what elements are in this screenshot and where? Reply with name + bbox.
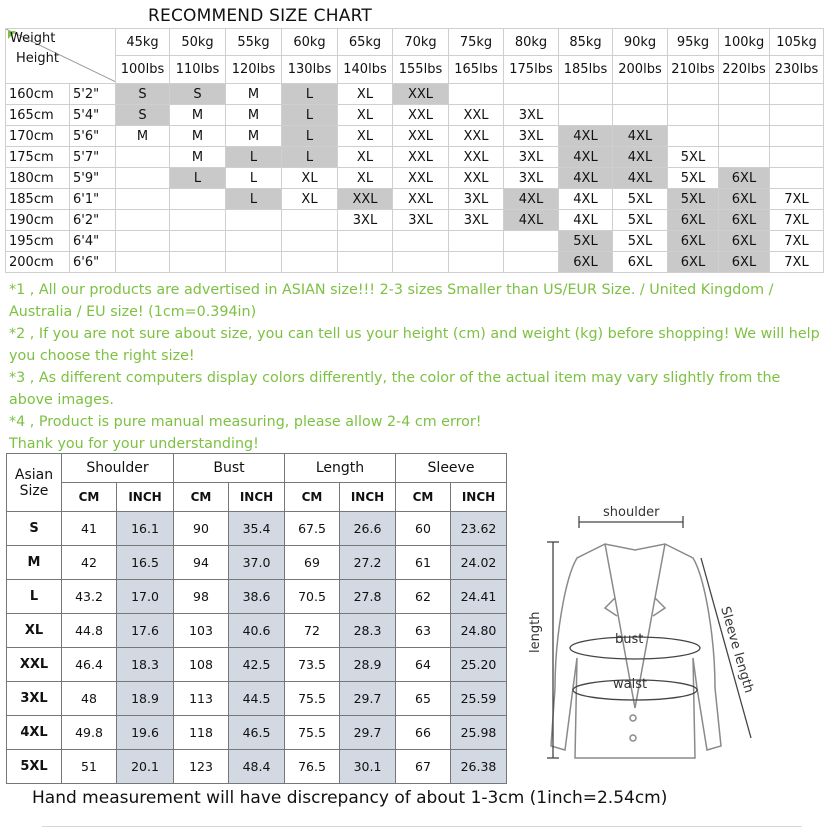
weight-kg-header: 85kg xyxy=(559,29,613,56)
size-cell: XL xyxy=(338,126,393,147)
size-cell: 4XL xyxy=(613,126,668,147)
asian-size: 3XL xyxy=(7,682,62,716)
unit-inch-header: INCH xyxy=(340,483,396,512)
inch-value: 30.1 xyxy=(340,750,396,784)
size-cell: XL xyxy=(282,189,338,210)
asian-size: S xyxy=(7,512,62,546)
inch-value: 18.3 xyxy=(117,648,174,682)
cm-value: 75.5 xyxy=(285,682,340,716)
jacket-collar xyxy=(605,598,665,616)
weight-kg-header: 80kg xyxy=(504,29,559,56)
size-row xyxy=(6,210,824,231)
size-cell xyxy=(449,252,504,273)
size-cell xyxy=(770,168,824,189)
size-cell: 5XL xyxy=(613,189,668,210)
size-cell: XXL xyxy=(393,84,449,105)
size-cell: S xyxy=(116,84,170,105)
height-ft: 5'4" xyxy=(70,105,116,126)
size-cell: 6XL xyxy=(668,231,719,252)
size-cell xyxy=(770,84,824,105)
size-cell: 6XL xyxy=(719,210,770,231)
sleeve-length-label: Sleeve length xyxy=(717,604,757,695)
cm-value: 65 xyxy=(396,682,451,716)
inch-value: 20.1 xyxy=(117,750,174,784)
size-cell: M xyxy=(226,84,282,105)
height-ft: 6'2" xyxy=(70,210,116,231)
size-cell: 5XL xyxy=(559,231,613,252)
asian-size: 4XL xyxy=(7,716,62,750)
cm-value: 60 xyxy=(396,512,451,546)
unit-cm-header: CM xyxy=(62,483,117,512)
inch-value: 24.80 xyxy=(451,614,507,648)
size-row xyxy=(6,84,824,105)
size-cell: 6XL xyxy=(719,189,770,210)
size-cell: 3XL xyxy=(449,189,504,210)
size-cell: 4XL xyxy=(504,189,559,210)
height-cm: 160cm xyxy=(6,84,70,105)
size-cell: M xyxy=(116,126,170,147)
cm-value: 48 xyxy=(62,682,117,716)
inch-value: 17.0 xyxy=(117,580,174,614)
size-cell xyxy=(116,252,170,273)
size-cell xyxy=(719,84,770,105)
size-cell xyxy=(116,189,170,210)
weight-lbs-header: 155lbs xyxy=(393,56,449,84)
height-ft: 6'1" xyxy=(70,189,116,210)
size-cell: 3XL xyxy=(393,210,449,231)
size-cell: 4XL xyxy=(559,189,613,210)
cm-value: 73.5 xyxy=(285,648,340,682)
size-cell: 3XL xyxy=(504,168,559,189)
size-cell: 7XL xyxy=(770,231,824,252)
weight-kg-header: 75kg xyxy=(449,29,504,56)
size-row xyxy=(6,252,824,273)
inch-value: 29.7 xyxy=(340,716,396,750)
inch-value: 37.0 xyxy=(229,546,285,580)
cm-value: 46.4 xyxy=(62,648,117,682)
size-cell: 6XL xyxy=(719,231,770,252)
size-cell: M xyxy=(170,105,226,126)
length-header: Length xyxy=(285,454,396,483)
cm-value: 103 xyxy=(174,614,229,648)
cm-value: 41 xyxy=(62,512,117,546)
size-cell xyxy=(770,105,824,126)
weight-kg-header: 55kg xyxy=(226,29,282,56)
inch-value: 16.5 xyxy=(117,546,174,580)
cm-value: 43.2 xyxy=(62,580,117,614)
cm-value: 51 xyxy=(62,750,117,784)
cm-value: 66 xyxy=(396,716,451,750)
height-ft: 5'2" xyxy=(70,84,116,105)
height-cm: 200cm xyxy=(6,252,70,273)
unit-cm-header: CM xyxy=(285,483,340,512)
weight-lbs-header: 210lbs xyxy=(668,56,719,84)
bust-label: bust xyxy=(615,632,644,647)
measurement-row xyxy=(7,750,507,784)
inch-value: 44.5 xyxy=(229,682,285,716)
size-row xyxy=(6,105,824,126)
weight-kg-header: 45kg xyxy=(116,29,170,56)
weight-kg-header: 70kg xyxy=(393,29,449,56)
jacket-outline xyxy=(551,544,721,758)
size-cell xyxy=(770,147,824,168)
inch-value: 16.1 xyxy=(117,512,174,546)
unit-cm-header: CM xyxy=(174,483,229,512)
inch-value: 27.8 xyxy=(340,580,396,614)
size-cell: L xyxy=(226,168,282,189)
unit-inch-header: INCH xyxy=(229,483,285,512)
height-cm: 195cm xyxy=(6,231,70,252)
size-cell: 4XL xyxy=(504,210,559,231)
size-cell: 5XL xyxy=(668,168,719,189)
cm-value: 94 xyxy=(174,546,229,580)
size-cell: L xyxy=(226,147,282,168)
size-row xyxy=(6,126,824,147)
chart-title: RECOMMEND SIZE CHART xyxy=(148,6,372,26)
size-row xyxy=(6,147,824,168)
note-1: *1 , All our products are advertised in ASIAN size!!! 2-3 sizes Smaller than US/EUR Size. / United Kingdom / Australia / EU size! (1cm=0.394in) xyxy=(9,282,774,320)
size-cell xyxy=(613,105,668,126)
note-thanks: Thank you for your understanding! xyxy=(9,436,259,452)
height-ft: 5'7" xyxy=(70,147,116,168)
weight-height-corner xyxy=(6,29,116,84)
weight-lbs-header: 185lbs xyxy=(559,56,613,84)
cm-value: 108 xyxy=(174,648,229,682)
size-cell xyxy=(170,252,226,273)
waist-label: waist xyxy=(613,677,648,692)
inch-value: 24.41 xyxy=(451,580,507,614)
weight-kg-header: 90kg xyxy=(613,29,668,56)
size-row xyxy=(6,189,824,210)
cm-value: 69 xyxy=(285,546,340,580)
measurement-row xyxy=(7,512,507,546)
size-cell: S xyxy=(170,84,226,105)
size-cell: 4XL xyxy=(559,126,613,147)
size-cell xyxy=(449,231,504,252)
inch-value: 46.5 xyxy=(229,716,285,750)
size-cell xyxy=(668,84,719,105)
size-cell: 4XL xyxy=(613,147,668,168)
asian-size-header-line1: Asian xyxy=(14,466,54,483)
asian-size: M xyxy=(7,546,62,580)
size-cell xyxy=(719,105,770,126)
size-cell xyxy=(559,105,613,126)
recommend-size-table xyxy=(5,28,824,273)
height-cm: 170cm xyxy=(6,126,70,147)
notes-section xyxy=(9,279,821,455)
weight-kg-header: 50kg xyxy=(170,29,226,56)
size-cell xyxy=(668,126,719,147)
size-row xyxy=(6,231,824,252)
size-cell: 3XL xyxy=(338,210,393,231)
size-cell: 4XL xyxy=(613,168,668,189)
size-cell xyxy=(613,84,668,105)
size-cell: XXL xyxy=(449,147,504,168)
cm-value: 42 xyxy=(62,546,117,580)
cm-value: 76.5 xyxy=(285,750,340,784)
weight-lbs-header: 110lbs xyxy=(170,56,226,84)
cm-value: 90 xyxy=(174,512,229,546)
measurement-row xyxy=(7,614,507,648)
size-cell: 3XL xyxy=(504,147,559,168)
size-cell: 6XL xyxy=(559,252,613,273)
size-cell: 5XL xyxy=(613,231,668,252)
size-cell: XXL xyxy=(338,189,393,210)
cm-value: 123 xyxy=(174,750,229,784)
size-cell xyxy=(393,231,449,252)
note-3: *3 , As different computers display colors differently, the color of the actual item may vary slightly from the above images. xyxy=(9,370,781,408)
size-cell xyxy=(170,210,226,231)
size-cell xyxy=(226,210,282,231)
inch-value: 18.9 xyxy=(117,682,174,716)
size-row xyxy=(6,168,824,189)
size-cell: 6XL xyxy=(719,252,770,273)
size-cell xyxy=(770,126,824,147)
size-cell: L xyxy=(282,126,338,147)
size-cell xyxy=(282,231,338,252)
size-cell: XL xyxy=(338,168,393,189)
size-cell xyxy=(170,231,226,252)
size-cell: M xyxy=(226,126,282,147)
size-cell: S xyxy=(116,105,170,126)
weight-lbs-header: 100lbs xyxy=(116,56,170,84)
length-label: length xyxy=(528,611,543,653)
unit-inch-header: INCH xyxy=(117,483,174,512)
weight-kg-header: 65kg xyxy=(338,29,393,56)
size-cell: M xyxy=(170,126,226,147)
size-cell xyxy=(116,147,170,168)
measurement-row xyxy=(7,716,507,750)
size-cell: L xyxy=(170,168,226,189)
size-cell xyxy=(504,252,559,273)
height-cm: 175cm xyxy=(6,147,70,168)
weight-lbs-header: 120lbs xyxy=(226,56,282,84)
size-cell: XXL xyxy=(449,126,504,147)
inch-value: 25.59 xyxy=(451,682,507,716)
cm-value: 118 xyxy=(174,716,229,750)
inch-value: 27.2 xyxy=(340,546,396,580)
size-cell: L xyxy=(226,189,282,210)
cm-value: 70.5 xyxy=(285,580,340,614)
size-cell xyxy=(170,189,226,210)
inch-value: 26.38 xyxy=(451,750,507,784)
bottom-divider xyxy=(42,826,802,827)
size-cell: 4XL xyxy=(559,147,613,168)
unit-cm-header: CM xyxy=(396,483,451,512)
size-cell xyxy=(719,147,770,168)
size-cell xyxy=(338,252,393,273)
size-cell: XXL xyxy=(449,168,504,189)
weight-lbs-header: 175lbs xyxy=(504,56,559,84)
sleeve-header: Sleeve xyxy=(396,454,507,483)
measurement-row xyxy=(7,682,507,716)
height-ft: 6'6" xyxy=(70,252,116,273)
inch-value: 28.3 xyxy=(340,614,396,648)
cm-value: 64 xyxy=(396,648,451,682)
size-cell: M xyxy=(226,105,282,126)
height-ft: 5'9" xyxy=(70,168,116,189)
height-ft: 5'6" xyxy=(70,126,116,147)
size-cell xyxy=(449,84,504,105)
size-cell: 7XL xyxy=(770,189,824,210)
weight-kg-header: 105kg xyxy=(770,29,824,56)
size-cell xyxy=(504,231,559,252)
size-cell: 5XL xyxy=(613,210,668,231)
weight-lbs-header: 200lbs xyxy=(613,56,668,84)
asian-size-header-line2: Size xyxy=(19,482,49,499)
size-cell xyxy=(282,210,338,231)
size-cell: XXL xyxy=(393,189,449,210)
size-cell: 6XL xyxy=(719,168,770,189)
height-label: Height xyxy=(16,51,59,66)
asian-size: XXL xyxy=(7,648,62,682)
cm-value: 62 xyxy=(396,580,451,614)
size-cell: 6XL xyxy=(668,252,719,273)
measurement-row xyxy=(7,546,507,580)
cm-value: 98 xyxy=(174,580,229,614)
inch-value: 40.6 xyxy=(229,614,285,648)
weight-lbs-header: 230lbs xyxy=(770,56,824,84)
size-cell: XL xyxy=(338,147,393,168)
size-cell: M xyxy=(170,147,226,168)
inch-value: 25.20 xyxy=(451,648,507,682)
size-cell: 7XL xyxy=(770,210,824,231)
weight-label: Weight xyxy=(10,31,56,46)
size-cell: 7XL xyxy=(770,252,824,273)
inch-value: 38.6 xyxy=(229,580,285,614)
inch-value: 25.98 xyxy=(451,716,507,750)
cm-value: 72 xyxy=(285,614,340,648)
height-cm: 190cm xyxy=(6,210,70,231)
size-cell xyxy=(226,252,282,273)
measurement-table xyxy=(6,453,507,784)
size-cell xyxy=(116,168,170,189)
size-cell xyxy=(226,231,282,252)
shoulder-label: shoulder xyxy=(603,505,660,520)
height-cm: 165cm xyxy=(6,105,70,126)
weight-lbs-header: 140lbs xyxy=(338,56,393,84)
jacket-diagram xyxy=(515,498,765,778)
inch-value: 28.9 xyxy=(340,648,396,682)
unit-inch-header: INCH xyxy=(451,483,507,512)
inch-value: 23.62 xyxy=(451,512,507,546)
size-cell: L xyxy=(282,147,338,168)
size-cell: L xyxy=(282,84,338,105)
size-cell: 5XL xyxy=(668,189,719,210)
cm-value: 61 xyxy=(396,546,451,580)
inch-value: 29.7 xyxy=(340,682,396,716)
bust-header: Bust xyxy=(174,454,285,483)
size-cell: XL xyxy=(282,168,338,189)
size-cell: XL xyxy=(338,84,393,105)
asian-size: XL xyxy=(7,614,62,648)
weight-lbs-header: 220lbs xyxy=(719,56,770,84)
cm-value: 49.8 xyxy=(62,716,117,750)
inch-value: 48.4 xyxy=(229,750,285,784)
cm-value: 63 xyxy=(396,614,451,648)
size-cell: 4XL xyxy=(559,168,613,189)
size-cell xyxy=(393,252,449,273)
size-cell: XL xyxy=(338,105,393,126)
cm-value: 44.8 xyxy=(62,614,117,648)
height-cm: 180cm xyxy=(6,168,70,189)
inch-value: 26.6 xyxy=(340,512,396,546)
size-cell xyxy=(719,126,770,147)
size-cell: 6XL xyxy=(613,252,668,273)
asian-size: 5XL xyxy=(7,750,62,784)
size-cell: 3XL xyxy=(504,126,559,147)
size-cell: XXL xyxy=(393,105,449,126)
measurement-row xyxy=(7,580,507,614)
size-cell: XXL xyxy=(449,105,504,126)
size-cell: XXL xyxy=(393,168,449,189)
size-cell: 3XL xyxy=(449,210,504,231)
size-cell xyxy=(338,231,393,252)
asian-size: L xyxy=(7,580,62,614)
inch-value: 35.4 xyxy=(229,512,285,546)
asian-size-header xyxy=(7,454,62,512)
cm-value: 67 xyxy=(396,750,451,784)
jacket-button-2 xyxy=(630,735,636,741)
weight-kg-header: 100kg xyxy=(719,29,770,56)
size-cell: 4XL xyxy=(559,210,613,231)
size-cell: XXL xyxy=(393,126,449,147)
size-cell xyxy=(504,84,559,105)
size-cell: 5XL xyxy=(668,147,719,168)
measurement-row xyxy=(7,648,507,682)
size-cell: XXL xyxy=(393,147,449,168)
note-2: *2 , If you are not sure about size, you can tell us your height (cm) and weight (kg) before shopping! We will help you choose the right size! xyxy=(9,326,820,364)
inch-value: 17.6 xyxy=(117,614,174,648)
size-cell xyxy=(668,105,719,126)
cm-value: 67.5 xyxy=(285,512,340,546)
size-cell xyxy=(116,231,170,252)
shoulder-header: Shoulder xyxy=(62,454,174,483)
height-ft: 6'4" xyxy=(70,231,116,252)
weight-lbs-header: 165lbs xyxy=(449,56,504,84)
size-cell: 6XL xyxy=(668,210,719,231)
height-cm: 185cm xyxy=(6,189,70,210)
inch-value: 19.6 xyxy=(117,716,174,750)
note-4: *4 , Product is pure manual measuring, please allow 2-4 cm error! xyxy=(9,414,482,430)
cm-value: 113 xyxy=(174,682,229,716)
weight-kg-header: 60kg xyxy=(282,29,338,56)
cm-value: 75.5 xyxy=(285,716,340,750)
inch-value: 24.02 xyxy=(451,546,507,580)
weight-lbs-header: 130lbs xyxy=(282,56,338,84)
size-cell xyxy=(559,84,613,105)
size-cell xyxy=(116,210,170,231)
footer-note: Hand measurement will have discrepancy of about 1-3cm (1inch=2.54cm) xyxy=(32,788,668,808)
inch-value: 42.5 xyxy=(229,648,285,682)
size-cell: 3XL xyxy=(504,105,559,126)
size-cell xyxy=(282,252,338,273)
weight-kg-header: 95kg xyxy=(668,29,719,56)
jacket-button-1 xyxy=(630,715,636,721)
size-cell: L xyxy=(282,105,338,126)
